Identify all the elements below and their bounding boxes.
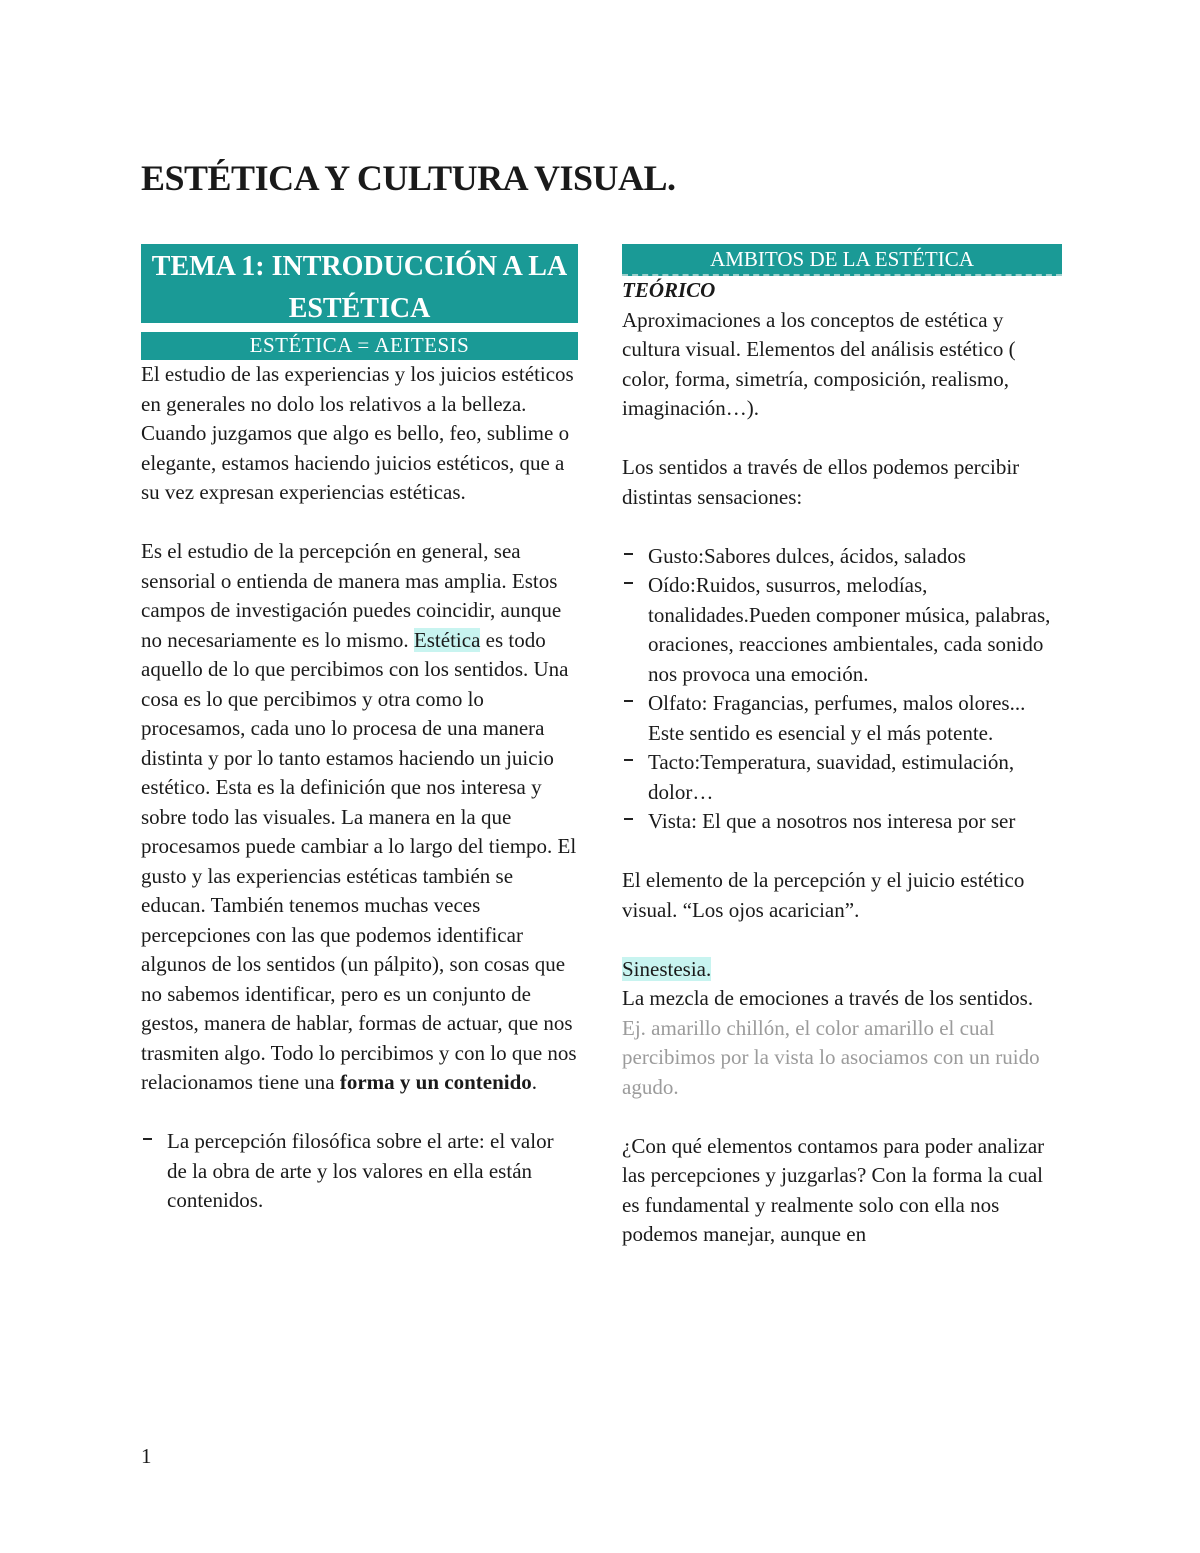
spacer [622,1102,1062,1132]
list-item: Vista: El que a nosotros nos interesa por ser [622,807,1062,837]
topic-header: TEMA 1: INTRODUCCIÓN A LA ESTÉTICA [141,244,578,323]
synesthesia-heading [622,955,1062,985]
aesthetics-subheader: ESTÉTICA = AEITESIS [141,332,578,360]
theory-label: TEÓRICO [622,278,716,302]
spacer [141,508,578,538]
visual-judgment-paragraph: El elemento de la percepción y el juicio estético visual. “Los ojos acarician”. [622,868,1025,922]
spacer [622,837,1062,867]
synesthesia-definition: La mezcla de emociones a través de los sentidos. [622,986,1034,1010]
list-item: Olfato: Fragancias, perfumes, malos olores... Este sentido es esencial y el más potente. [622,689,1062,748]
paragraph-text: Es el estudio de la percepción en general, sea sensorial o entienda de manera mas amplia. Estos campos de investigación puedes coincidir, aunque no necesariamente es lo mismo. [141,539,562,652]
senses-list [622,542,1062,837]
list-item: Gusto:Sabores dulces, ácidos, salados [622,542,1062,572]
spacer [141,1098,578,1128]
spacer [622,512,1062,542]
list-item: La percepción filosófica sobre el arte: el valor de la obra de arte y los valores en ella están contenidos. [141,1127,578,1216]
paragraph-text: es todo aquello de lo que percibimos con los sentidos. Una cosa es lo que percibimos y otra como lo procesamos, cada uno lo procesa de una manera distinta y por lo tanto estamos haciendo un juicio estético. Esta es la definición que nos interesa y sobre todo las visuales. La manera en la que procesamos puede cambiar a lo largo del tiempo. El gusto y las experiencias estéticas también se educan. También tenemos muchas veces percepciones con las que podemos identificar algunos de los sentidos (un pálpito), son cosas que no sabemos identificar, pero es un conjunto de gestos, manera de hablar, formas de actuar, que nos trasmiten algo. Todo lo percibimos y con lo que nos relacionamos tiene una [141,627,577,1094]
list-item: Oído:Ruidos, susurros, melodías, tonalidades.Pueden componer música, palabras, oraciones, reacciones ambientales, cada sonido nos provoca una emoción. [622,571,1062,689]
spacer [622,424,1062,454]
highlighted-term: Estética [413,627,481,652]
page-title: ESTÉTICA Y CULTURA VISUAL. [141,158,676,198]
left-dash-list [141,1127,578,1216]
definition-paragraph: El estudio de las experiencias y los juicios estéticos en generales no dolo los relativos a la belleza. Cuando juzgamos que algo es bello, feo, sublime o elegante, estamos haciendo juicios estéticos, que a su vez expresan experiencias estéticas. [141,362,574,504]
highlighted-term: Sinestesia. [622,956,712,981]
synesthesia-example: Ej. amarillo chillón, el color amarillo el cual percibimos por la vista lo asociamos con un ruido agudo. [622,1015,1040,1099]
senses-intro: Los sentidos a través de ellos podemos percibir distintas sensaciones: [622,455,1020,509]
question-paragraph: ¿Con qué elementos contamos para poder analizar las percepciones y juzgarlas? Con la forma la cual es fundamental y realmente solo con ella nos podemos manejar, aunque en [622,1133,1045,1246]
left-column [141,244,578,1216]
spacer [622,925,1062,955]
paragraph-text: . [531,1070,538,1094]
bold-phrase: forma y un contenido [339,1070,532,1094]
scope-header: AMBITOS DE LA ESTÉTICA [622,244,1062,276]
right-column [622,244,1062,1250]
theory-paragraph: Aproximaciones a los conceptos de estética y cultura visual. Elementos del análisis estético ( color, forma, simetría, composición, realismo, imaginación…). [622,307,1016,420]
page-number: 1 [141,1444,152,1468]
list-item: Tacto:Temperatura, suavidad, estimulación, dolor… [622,748,1062,807]
perception-paragraph [141,537,578,1098]
